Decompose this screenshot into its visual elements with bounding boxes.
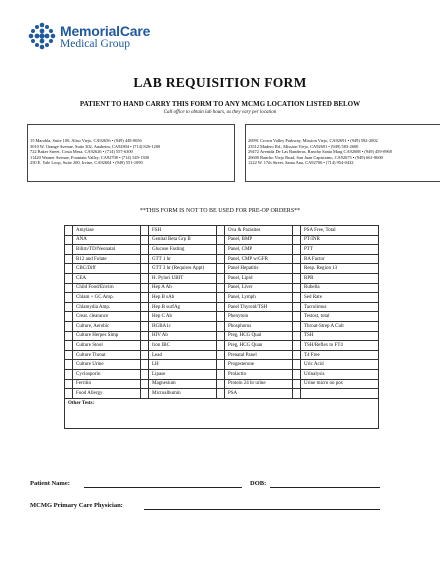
test-checkbox[interactable] [65, 379, 73, 389]
test-label: Culture Herpes Simp [73, 331, 141, 341]
test-checkbox[interactable] [217, 389, 225, 399]
test-checkbox[interactable] [65, 312, 73, 322]
test-checkbox[interactable] [65, 235, 73, 245]
table-row [65, 273, 379, 283]
test-checkbox[interactable] [293, 245, 301, 255]
test-checkbox[interactable] [217, 350, 225, 360]
test-label: Preg, HCG Qual [225, 331, 293, 341]
test-checkbox[interactable] [65, 331, 73, 341]
table-row [65, 389, 379, 399]
test-checkbox[interactable] [141, 369, 149, 379]
test-label: Ova & Parasites [225, 226, 293, 236]
test-checkbox[interactable] [141, 226, 149, 236]
test-checkbox[interactable] [217, 264, 225, 274]
test-label: B12 and Folate [73, 254, 141, 264]
test-checkbox[interactable] [65, 389, 73, 399]
test-checkbox[interactable] [293, 226, 301, 236]
location-line: 29472 Avenida De Las Banderas, Rancho Santa Marg CA92688 • (949) 459-0968 [248, 149, 392, 155]
test-label: Urine micro on pos [301, 379, 379, 389]
test-checkbox[interactable] [293, 302, 301, 312]
test-label: ANA [73, 235, 141, 245]
test-label: Panel Thyroid/TSH [225, 302, 293, 312]
test-label: RA Factor [301, 254, 379, 264]
test-label: TSH/Reflex to FT4 [301, 341, 379, 351]
table-row [65, 235, 379, 245]
test-label: GTT 1 hr [149, 254, 217, 264]
test-checkbox[interactable] [65, 321, 73, 331]
test-label: Culture Throat [73, 350, 141, 360]
table-row [65, 321, 379, 331]
medical-cross-logo-icon [28, 22, 56, 50]
test-label: LH [149, 360, 217, 370]
test-label: CEA [73, 273, 141, 283]
test-label: Uric Acid [301, 360, 379, 370]
table-row [65, 379, 379, 389]
test-checkbox[interactable] [141, 360, 149, 370]
test-label: Microalbumin [149, 389, 217, 399]
test-checkbox[interactable] [217, 331, 225, 341]
test-checkbox[interactable] [293, 389, 301, 399]
location-line: 1222 W. 17th Street, Santa Ana, CA92706 • (714) 954-0432 [248, 160, 354, 166]
test-checkbox[interactable] [141, 341, 149, 351]
test-checkbox[interactable] [65, 273, 73, 283]
test-label: Cyclosporin [73, 369, 141, 379]
table-row [65, 302, 379, 312]
locations-left-box [27, 124, 235, 182]
test-checkbox[interactable] [217, 379, 225, 389]
test-label: Lead [149, 350, 217, 360]
table-row [65, 264, 379, 274]
test-label: Magnesium [149, 379, 217, 389]
location-line: 3010 W. Orange Avenue, Suite 302, Anaheim, CA92804 • (714) 826-1200 [30, 143, 161, 149]
test-checkbox[interactable] [217, 321, 225, 331]
test-label: Tacrolimus [301, 302, 379, 312]
patient-name-label: Patient Name: [30, 480, 70, 487]
test-label: Panel, Liver [225, 283, 293, 293]
table-row [65, 360, 379, 370]
location-line: 11420 Warner Avenue, Fountain Valley, CA92708 • (714) 549-1300 [30, 154, 150, 160]
test-label: Prolactin [225, 369, 293, 379]
test-label: Hep B sAb [149, 293, 217, 303]
test-label: Hep B surfAg [149, 302, 217, 312]
logo [28, 22, 228, 54]
test-label: Protein 24 hr urine [225, 379, 293, 389]
test-label: Child Food/Envirn [73, 283, 141, 293]
test-label: PSA [225, 389, 293, 399]
test-checkbox[interactable] [293, 379, 301, 389]
locations-right-box [245, 124, 440, 182]
test-label: PT/INR [301, 235, 379, 245]
other-tests-field[interactable] [65, 398, 379, 428]
test-label: Urinalysis [301, 369, 379, 379]
location-line: 15 Marobla, Suite 100, Aliso Viejo, CA92656 • (949) 448-0656 [30, 138, 142, 143]
test-checkbox[interactable] [293, 360, 301, 370]
test-checkbox[interactable] [217, 273, 225, 283]
form-title: LAB REQUISITION FORM [133, 75, 307, 90]
test-label: Culture Stool [73, 341, 141, 351]
test-label: Sed Rate [301, 293, 379, 303]
test-label: Progesterone [225, 360, 293, 370]
test-label: Culture Urine [73, 360, 141, 370]
test-label: PTT [301, 245, 379, 255]
test-label: Chlamydia Amp. [73, 302, 141, 312]
test-checkbox[interactable] [65, 293, 73, 303]
test-label: Ferritin [73, 379, 141, 389]
test-checkbox[interactable] [293, 264, 301, 274]
test-checkbox[interactable] [217, 245, 225, 255]
table-row [65, 369, 379, 379]
test-label: Panel, CMP [225, 245, 293, 255]
hours-note: Call office to obtain lab hours, as they vary per location [163, 110, 277, 115]
test-label: HGBA1c [149, 321, 217, 331]
test-checkbox[interactable] [141, 312, 149, 322]
test-label: Rubella [301, 283, 379, 293]
test-label: Phosphorus [225, 321, 293, 331]
location-line: 26991 Crown Valley Parkway, Mission Viejo, CA92691 • (949) 582-2002 [248, 138, 378, 143]
table-row [65, 293, 379, 303]
test-checkbox[interactable] [217, 226, 225, 236]
test-label: Chlam + GC Amp. [73, 293, 141, 303]
test-label: Bilirn/TD/Neonatal [73, 245, 141, 255]
location-line: 23512 Madero Rd., Mission Viejo, CA92691 • (949) 583-2600 [248, 143, 359, 149]
test-label: Resp. Region 13 [301, 264, 379, 274]
test-checkbox[interactable] [141, 350, 149, 360]
test-checkbox[interactable] [293, 369, 301, 379]
test-label: Testost, total [301, 312, 379, 322]
test-checkbox[interactable] [65, 254, 73, 264]
test-checkbox[interactable] [65, 369, 73, 379]
test-checkbox[interactable] [141, 293, 149, 303]
test-checkbox[interactable] [141, 245, 149, 255]
test-checkbox[interactable] [217, 360, 225, 370]
test-checkbox[interactable] [293, 341, 301, 351]
test-checkbox[interactable] [141, 389, 149, 399]
test-label: T4 Free [301, 350, 379, 360]
test-checkbox[interactable] [217, 283, 225, 293]
test-label: HIV Ab [149, 331, 217, 341]
table-row [65, 350, 379, 360]
test-label: Hep C Ab [149, 312, 217, 322]
test-label: Panel Hepatitis [225, 264, 293, 274]
test-label: Creat. clearance [73, 312, 141, 322]
test-checkbox[interactable] [141, 273, 149, 283]
test-checkbox[interactable] [141, 235, 149, 245]
test-label: Iron IBC [149, 341, 217, 351]
test-checkbox[interactable] [141, 283, 149, 293]
test-checkbox[interactable] [217, 341, 225, 351]
test-label: Amylase [73, 226, 141, 236]
test-checkbox[interactable] [217, 302, 225, 312]
test-label: Panel, BMP [225, 235, 293, 245]
test-checkbox[interactable] [65, 264, 73, 274]
test-checkbox[interactable] [141, 379, 149, 389]
location-line: 250 E. Yale Loop, Suite 200, Irvine, CA92604 • (949) 551-1090 [30, 160, 143, 166]
test-label: TSH [301, 331, 379, 341]
table-row [65, 341, 379, 351]
test-checkbox[interactable] [293, 312, 301, 322]
test-checkbox[interactable] [293, 273, 301, 283]
test-label: Panel, CMP w/GFR [225, 254, 293, 264]
test-label [301, 389, 379, 399]
test-label: Glucose Fasting [149, 245, 217, 255]
location-line: 26600 Rancho Viejo Road, San Juan Capistrano, CA92675 • (949) 661-8600 [248, 154, 383, 160]
test-checkbox[interactable] [293, 283, 301, 293]
patient-name-line[interactable] [84, 487, 242, 488]
test-checkbox[interactable] [217, 369, 225, 379]
location-line: 722 Baker Street, Costa Mesa, CA92626 • (714) 557-6300 [30, 149, 133, 155]
test-checkbox[interactable] [293, 321, 301, 331]
test-checkbox[interactable] [65, 226, 73, 236]
test-checkbox[interactable] [65, 245, 73, 255]
test-checkbox[interactable] [217, 293, 225, 303]
test-label: CBC/Diff [73, 264, 141, 274]
test-checkbox[interactable] [293, 254, 301, 264]
test-checkbox[interactable] [141, 264, 149, 274]
lab-tests-table [64, 225, 379, 429]
test-label: Preg, HCG Quan [225, 341, 293, 351]
dob-line[interactable] [270, 487, 380, 488]
test-checkbox[interactable] [65, 341, 73, 351]
test-label: Genital Beta Grp B [149, 235, 217, 245]
test-label: Throat-Strep A Cult [301, 321, 379, 331]
test-label: Panel, Lipid [225, 273, 293, 283]
table-row [65, 226, 379, 236]
test-checkbox[interactable] [293, 235, 301, 245]
dob-label: DOB: [250, 480, 267, 487]
test-checkbox[interactable] [65, 360, 73, 370]
test-label: Prenatal Panel [225, 350, 293, 360]
logo-brand-name: MemorialCare [60, 23, 151, 39]
test-label: FSH [149, 226, 217, 236]
test-checkbox[interactable] [65, 283, 73, 293]
test-checkbox[interactable] [293, 331, 301, 341]
table-row [65, 245, 379, 255]
test-checkbox[interactable] [293, 293, 301, 303]
test-checkbox[interactable] [65, 302, 73, 312]
test-label: RPR [301, 273, 379, 283]
test-checkbox[interactable] [141, 302, 149, 312]
table-row [65, 331, 379, 341]
test-checkbox[interactable] [293, 350, 301, 360]
test-checkbox[interactable] [141, 254, 149, 264]
logo-group-name: Medical Group [60, 38, 130, 50]
test-checkbox[interactable] [141, 331, 149, 341]
test-label: Culture, Aerobic [73, 321, 141, 331]
physician-line[interactable] [144, 509, 380, 510]
test-label: GTT 3 hr (Requires Appt) [149, 264, 217, 274]
test-checkbox[interactable] [217, 254, 225, 264]
test-label: Hep A Ab [149, 283, 217, 293]
test-label: H. Pylori UBIT [149, 273, 217, 283]
table-row [65, 283, 379, 293]
test-checkbox[interactable] [217, 312, 225, 322]
test-checkbox[interactable] [65, 350, 73, 360]
test-checkbox[interactable] [141, 321, 149, 331]
preop-warning: **THIS FORM IS NOT TO BE USED FOR PRE-OP ORDERS** [139, 208, 301, 214]
physician-label: MCMG Primary Care Physician: [30, 502, 123, 509]
form-subtitle: PATIENT TO HAND CARRY THIS FORM TO ANY MCMG LOCATION LISTED BELOW [79, 100, 361, 108]
test-label: Phenytoin [225, 312, 293, 322]
test-checkbox[interactable] [217, 235, 225, 245]
other-tests-label: Other Tests: [68, 400, 95, 406]
test-label: Lipase [149, 369, 217, 379]
test-label: PSA Free, Total [301, 226, 379, 236]
test-label: Food Allergy [73, 389, 141, 399]
table-row [65, 254, 379, 264]
test-label: Panel, Lymph [225, 293, 293, 303]
table-row [65, 312, 379, 322]
